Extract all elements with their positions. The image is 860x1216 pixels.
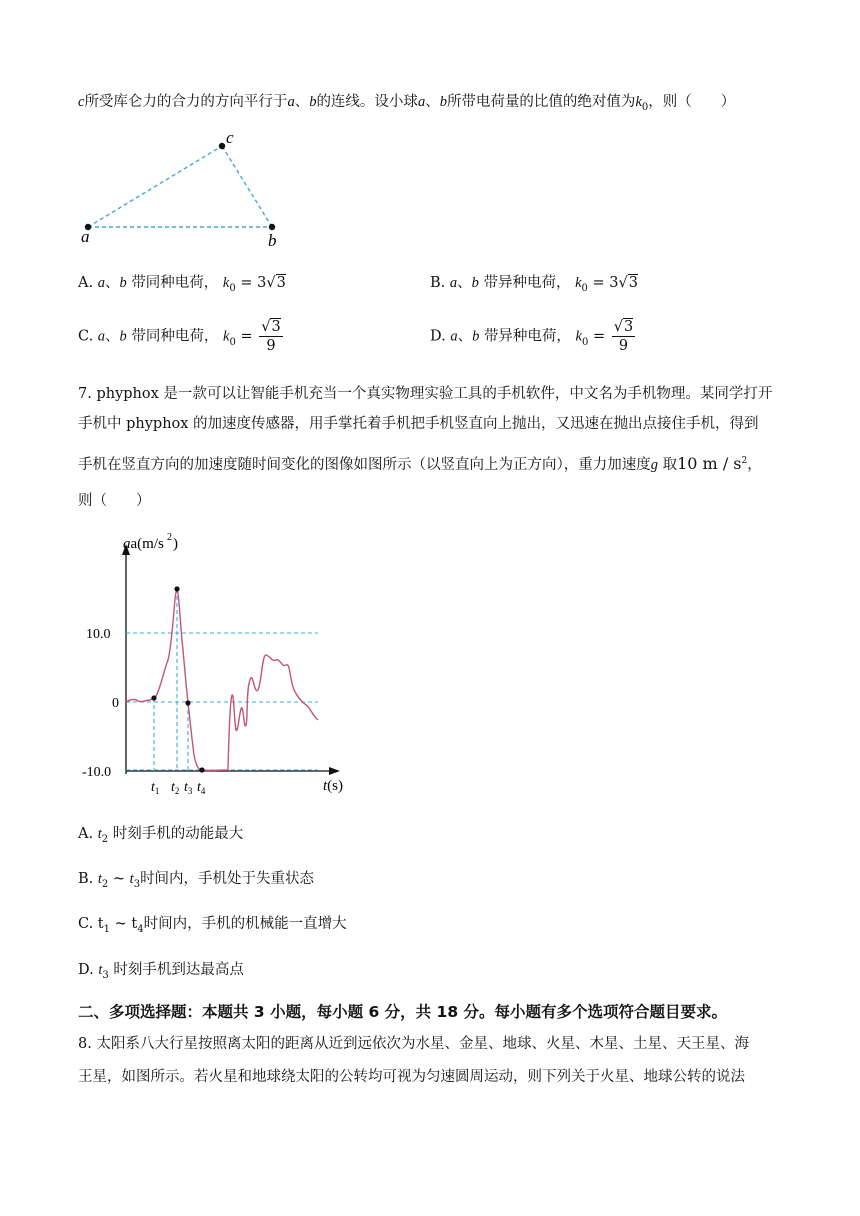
label-c: c <box>226 128 234 147</box>
point-t3 <box>185 700 190 705</box>
label-b: b <box>268 231 277 250</box>
tick-label-neg10: -10.0 <box>82 765 112 780</box>
var-c: c <box>78 94 85 110</box>
q6-option-d[interactable]: D. a、b 带异种电荷， $k_0$ = $\frac{√3}{9}$ <box>430 319 634 354</box>
t3-label: $t_3$ <box>184 780 193 796</box>
q8-line-1: 8. 太阳系八大行星按照离太阳的距离从近到远依次为水星、金星、地球、火星、木星、土星、天王星、海 <box>78 1036 749 1052</box>
acceleration-graph <box>78 530 368 800</box>
point-t4 <box>199 767 204 772</box>
t4-label: $t_4$ <box>197 780 206 796</box>
side-ac <box>88 146 222 227</box>
point-c <box>219 143 225 149</box>
q6-option-b[interactable]: B. a、b 带异种电荷， $k_0 = 3√3$ <box>430 275 638 294</box>
point-t2 <box>174 586 179 591</box>
y-axis-sup: 2 <box>167 532 172 543</box>
fraction: $\frac{√3}{9}$ <box>261 319 281 354</box>
triangle-diagram <box>78 128 298 253</box>
q7-line-1: 7. phyphox 是一款可以让智能手机充当一个真实物理实验工具的手机软件，中文名为手机物理。某同学打开 <box>78 386 773 402</box>
point-b <box>269 224 275 230</box>
q6-option-c[interactable]: C. a、b 带同种电荷， $k_0$ = $\frac{√3}{9}$ <box>78 319 281 354</box>
q7-line-3: 手机在竖直方向的加速度随时间变化的图像如图所示（以竖直向上为正方向），重力加速度g 取10 m / $s^2$， <box>78 454 762 473</box>
section-heading: 二、多项选择题：本题共 3 小题，每小题 6 分，共 18 分。每小题有多个选项符合题目要求。 <box>78 1003 728 1021</box>
q7-option-c[interactable]: C. $t_1$ ~ $t_4$时间内，手机的机械能一直增大 <box>78 916 347 935</box>
label-a: a <box>81 227 90 246</box>
q7-option-b[interactable]: B. $t_2$ ~ $t_3$时间内，手机处于失重状态 <box>78 871 315 890</box>
q7-option-a[interactable]: A. $t_2$ 时刻手机的动能最大 <box>78 826 244 845</box>
y-axis-label: aa(m/s <box>123 536 164 552</box>
q7-line-2: 手机中 phyphox 的加速度传感器，用手掌托着手机把手机竖直向上抛出，又迅速在抛出点接住手机，得到 <box>78 416 759 432</box>
fraction: $\frac{√3}{9}$ <box>613 319 634 354</box>
tick-label-pos10: 10.0 <box>86 627 111 642</box>
q6-option-a[interactable]: A. a、b 带同种电荷， $k_0 = 3√3$ <box>78 275 286 294</box>
x-axis-arrow <box>329 767 340 775</box>
t2-label: $t_2$ <box>171 780 180 796</box>
point-t1 <box>151 695 156 700</box>
x-axis-label: t(s) <box>323 778 343 794</box>
t1-label: $t_1$ <box>151 780 160 796</box>
y-axis-close: ) <box>173 536 178 552</box>
acceleration-curve <box>126 589 318 770</box>
q6-stem: c所受库仑力的合力的方向平行于a、b的连线。设小球a、b所带电荷量的比值的绝对值为$k_0$，则（ ） <box>78 94 736 113</box>
q8-line-2: 王星，如图所示。若火星和地球绕太阳的公转均可视为匀速圆周运动，则下列关于火星、地球公转的说法 <box>78 1069 745 1085</box>
q7-option-d[interactable]: D. $t_3$ 时刻手机到达最高点 <box>78 962 244 981</box>
q7-line-4: 则（ ） <box>78 493 151 509</box>
side-bc <box>222 146 272 227</box>
tick-label-zero: 0 <box>112 696 119 711</box>
